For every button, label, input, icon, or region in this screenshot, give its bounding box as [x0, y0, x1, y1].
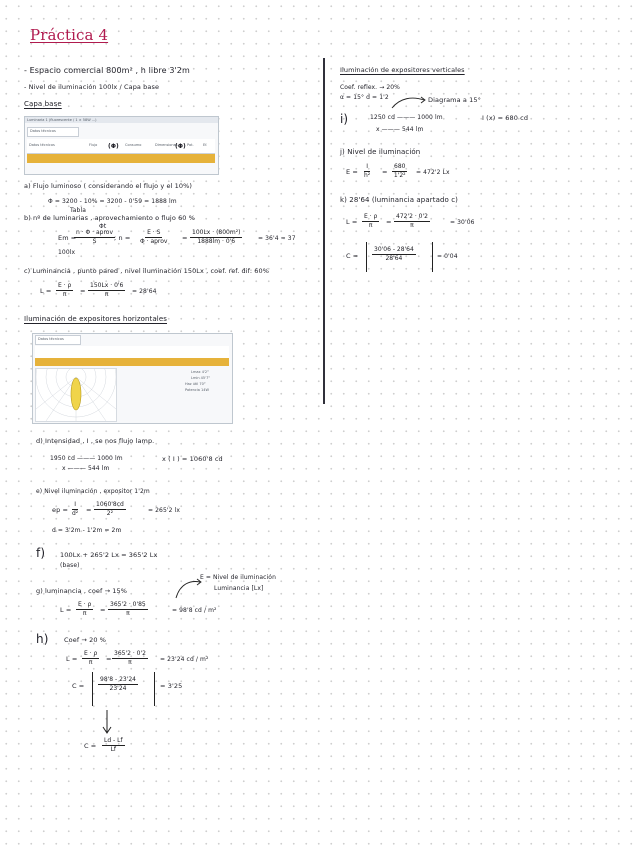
part-k-fraction-1: [362, 213, 379, 230]
part-h-fraction-2: [112, 650, 148, 667]
part-k-label: k) 28'64 (luminancia apartado c): [340, 196, 458, 204]
part-j-e: E =: [346, 168, 358, 176]
right-diagrama: Diagrama a 15°: [428, 96, 481, 104]
part-i-label: i): [340, 112, 349, 126]
right-c-result: = 0'04: [437, 253, 458, 260]
photometric-curve: [36, 369, 116, 421]
photometric-diagram: [35, 368, 117, 422]
part-c-equals: =: [80, 287, 86, 295]
screenshot2-info-3: Haz útil 70°: [185, 382, 206, 386]
screenshot-title-text: Luminaria 1 (fluorescente / 1 × 58W ...): [27, 118, 97, 122]
part-i-result: I (x) = 680 cd: [482, 114, 529, 122]
part-g-fraction-2: [108, 601, 148, 618]
right-c-den: 28'64: [385, 255, 403, 262]
part-j-frac1-num: I: [366, 163, 368, 170]
screenshot-th-4: Dimensiones: [155, 143, 178, 147]
right-c: C =: [346, 252, 359, 260]
part-e-ep: ep =: [52, 506, 69, 514]
part-g-frac2-num: 365'2 · 0'85: [110, 601, 146, 608]
part-h-coef: Coef → 20 %: [64, 636, 106, 644]
screenshot-edge: [218, 117, 219, 174]
intro-line-1: - Espacio comercial 800m² , h libre 3'2m: [24, 66, 190, 75]
part-c-frac1-den: π: [62, 291, 67, 298]
part-h-final-c: C =: [84, 742, 97, 750]
part-e-equals: =: [86, 506, 92, 514]
part-b-fraction-1: [74, 229, 115, 246]
part-k-equals: =: [386, 218, 392, 226]
screenshot-title-bar: [25, 117, 218, 123]
part-h-label: h): [36, 632, 49, 646]
right-abs-bar-left: [366, 242, 367, 272]
part-h-frac2-num: 365'2 · 0'2: [114, 650, 146, 657]
section-expositores-horizontales: Iluminación de expositores horizontales: [24, 315, 167, 323]
part-h-l: L =: [66, 655, 78, 663]
part-e-label: e) Nivel iluminación , expositor 1'2m: [36, 488, 150, 495]
part-h-result: = 23'24 cd / m²: [160, 656, 209, 663]
part-g-fraction-1: [76, 601, 93, 618]
part-b-fraction-3: [190, 229, 242, 246]
part-b-result: = 36'4 ≈ 37: [258, 235, 296, 242]
section-capa-base: Capa base: [24, 100, 62, 108]
part-c-frac1-num: E · ρ: [58, 282, 72, 289]
part-h-frac1-den: π: [88, 659, 93, 666]
part-b-frac3-den: 1888lm · 0'6: [197, 238, 236, 245]
part-c-frac2-num: 150Lx · 0'6: [90, 282, 124, 289]
part-f-label: f): [36, 546, 46, 560]
screenshot2-info-4: Potencia 14W: [185, 388, 209, 392]
part-h-c-num: 98'8 - 23'24: [100, 676, 136, 683]
part-k-frac1-den: π: [368, 222, 373, 229]
right-alpha: α = 15° d = 1'2: [340, 94, 389, 101]
abs-bar-right: [154, 672, 155, 706]
part-d-row-1: 1950 cd ——— 1000 lm: [50, 455, 123, 462]
screenshot2-tab: [35, 335, 81, 345]
screenshot-th-1: Datos técnicos: [29, 143, 55, 147]
part-d-label: d) Intensidad , I , se nos flujo lamp.: [36, 437, 155, 445]
part-e-fraction-2: [94, 501, 126, 518]
right-abs-bar-right: [432, 242, 433, 272]
part-e-frac1-num: I: [74, 501, 76, 508]
part-k-frac2-den: π: [410, 222, 414, 229]
screenshot2-edge: [232, 334, 233, 423]
screenshot-th-2: Flujo: [89, 143, 98, 147]
part-b-equals: =: [182, 234, 188, 242]
software-screenshot-table: [24, 116, 219, 175]
part-g-frac1-den: π: [82, 610, 87, 617]
part-b-frac1-num: n · Φ · aprov: [76, 229, 114, 236]
part-c-l: L =: [40, 287, 52, 295]
part-c-fraction-1: [56, 282, 73, 299]
screenshot-th-3: Consumo: [125, 143, 142, 147]
part-b-em: Em =: [58, 234, 77, 242]
part-h-final-den: Lf: [110, 746, 117, 753]
part-k-frac2-num: 472'2 · 0'2: [396, 213, 428, 220]
section-expositores-verticales: Iluminación de expositores verticales: [340, 66, 465, 74]
part-k-frac1-num: E · ρ: [364, 213, 378, 220]
down-arrow: [100, 708, 114, 736]
part-h-c: C =: [72, 682, 85, 690]
part-j-result: = 472'2 Lx: [416, 169, 450, 176]
screenshot-th-5: Pot.: [187, 143, 194, 147]
overlay-mark-1: (Φ): [108, 143, 119, 150]
part-g-frac1-num: E · ρ: [78, 601, 92, 608]
page-title: Práctica 4: [30, 26, 109, 44]
part-j-equals: =: [382, 168, 388, 176]
part-a-label: a) Flujo luminoso ( considerando el flujo y el 10%): [24, 182, 193, 190]
part-i-row-2: x ——— 544 lm: [376, 126, 424, 133]
part-j-fraction-1: [364, 163, 370, 180]
screenshot2-tab-label: Datos técnicos: [38, 337, 64, 341]
screenshot2-highlighted-row: [35, 358, 229, 366]
part-e-distance: d = 3'2m - 1'2m = 2m: [52, 527, 122, 534]
part-b-frac2-den: Φ · aprov: [140, 238, 168, 245]
part-g-annotation-1: E = Nivel de iluminación: [200, 574, 276, 581]
part-b-frac2-num: E · S: [147, 229, 161, 236]
part-b-frac3-num: 100Lx · (800m²): [192, 229, 241, 236]
part-a-equation: Φ = 3200 - 10% = 3200 - 0'59 = 1888 lm: [48, 198, 177, 205]
screenshot-tab: [27, 127, 79, 137]
part-h-fraction-1: [82, 650, 99, 667]
part-b-label: b) nº de luminarias , aprovechamiento o flujo 60 %: [24, 214, 195, 222]
part-c-result: = 28'64: [132, 288, 157, 295]
right-contrast-fraction: [372, 246, 416, 263]
part-c-fraction-2: [88, 282, 125, 299]
part-h-frac1-num: E · ρ: [84, 650, 98, 657]
screenshot-tab-label: Datos técnicos: [30, 129, 56, 133]
overlay-mark-2: (Φ): [175, 143, 186, 150]
part-k-fraction-2: [394, 213, 430, 230]
part-i-row-1: 1250 cd ——— 1000 lm: [370, 114, 443, 121]
part-f-note: (base): [60, 562, 80, 569]
part-h-final-num: Ld - Lf: [104, 737, 123, 744]
part-k-l: L =: [346, 218, 358, 226]
diagrama-arrow: [388, 94, 428, 112]
part-h-final-fraction: [102, 737, 125, 754]
screenshot-highlighted-row: [27, 154, 215, 163]
screenshot2-info-2: Lmin 45'7°: [191, 376, 211, 380]
part-g-l: L =: [60, 606, 72, 614]
column-divider: [323, 58, 325, 404]
part-h-frac2-den: π: [128, 659, 132, 666]
part-c-frac2-den: π: [104, 291, 109, 298]
part-e-fraction-1: [72, 501, 78, 518]
part-k-result: = 30'06: [450, 219, 475, 226]
part-b-phi-note: Φt: [99, 223, 107, 230]
abs-bar-left: [92, 672, 93, 706]
part-h-c-den: 23'24: [109, 685, 127, 692]
part-j-label: j) Nivel de iluminación: [340, 148, 421, 156]
part-b-note: 100lx: [58, 249, 76, 256]
part-d-row-2: x ——— 544 lm: [62, 465, 110, 472]
part-h-c-result: = 3'25: [160, 682, 183, 690]
part-h-contrast-fraction: [98, 676, 138, 693]
part-j-frac2-den: 1'2²: [393, 172, 406, 179]
intro-line-2: - Nivel de iluminación 100lx / Capa base: [24, 83, 160, 91]
screenshot-table-header: [27, 139, 215, 154]
part-c-label: c) Luminancia , punto pared , nivel iluminación 150Lx , coef. ref. dif: 60%: [24, 267, 270, 275]
part-b-fraction-2: [140, 229, 168, 246]
part-j-frac2-num: 680: [394, 163, 406, 170]
right-coef: Coef. reflex. → 20%: [340, 84, 400, 91]
part-d-result: x ( I ) = 1060'8 cd: [162, 455, 223, 463]
part-b-n: ; n =: [114, 234, 131, 242]
screenshot2-info-1: Lmax 4'2°: [191, 370, 209, 374]
part-j-fraction-2: [392, 163, 407, 180]
part-e-frac1-den: d²: [72, 510, 79, 517]
part-b-tabla-note: Tabla: [70, 207, 87, 214]
part-e-frac2-den: 2²: [106, 510, 114, 517]
software-screenshot-photometry: [32, 333, 233, 424]
part-b-frac1-den: S: [92, 238, 97, 245]
right-c-num: 30'06 - 28'64: [374, 246, 414, 253]
screenshot-th-6: Ef.: [203, 143, 208, 147]
part-j-frac1-den: h²: [364, 172, 371, 179]
part-g-annotation-2: Luminancia [Lx]: [214, 585, 264, 592]
part-g-frac2-den: π: [126, 610, 130, 617]
part-g-result: = 98'8 cd / m²: [172, 607, 217, 614]
part-f-equation: 100Lx + 265'2 Lx = 365'2 Lx: [60, 551, 158, 559]
part-h-equals: =: [106, 655, 112, 663]
part-e-frac2-num: 1060'8cd: [96, 501, 124, 508]
part-e-result: = 265'2 lx: [148, 507, 180, 514]
part-g-equals: =: [100, 606, 106, 614]
part-g-label: g) luminancia , coef → 15%: [36, 587, 128, 595]
